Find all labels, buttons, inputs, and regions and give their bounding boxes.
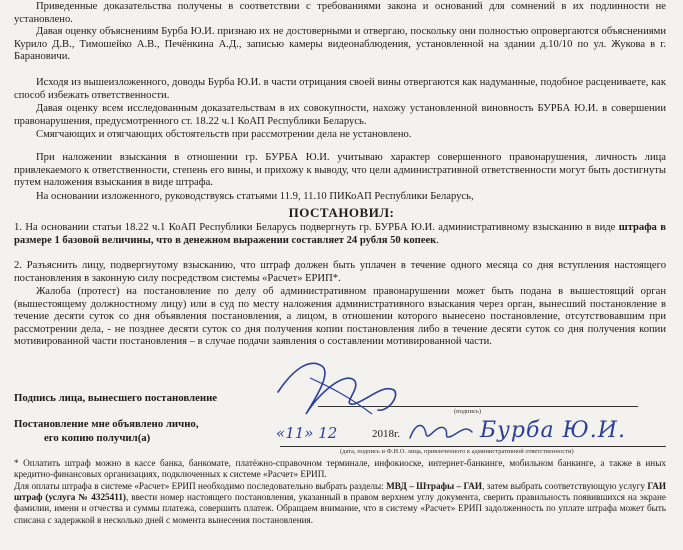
acknowledgement-label: Постановление мне объявлено лично, (14, 418, 199, 430)
item-2-text: Разъяснить лицу, подвергнутому взысканию, что штраф должен быть уплачен в течение одного месяца со дня вступления настоящего постановления в законную силу посредством системы «Расчет» ЕРИП*. (14, 260, 666, 284)
footnote-erip-path: МВД – Штрафы – ГАИ (386, 481, 483, 491)
signature-caption-recipient: (дата, подпись и Ф.И.О. лица, привлеченного к административной ответственности) (340, 448, 574, 455)
paragraph-explanations: Давая оценку объяснениям Бурба Ю.И. признаю их не достоверными и отвергаю, поскольку они полностью опровергаются объяснениями Курило Д.В., Тимошейко А.В., Печёнкина А.Д., записью камеры видеонаблюдения, установленной на здании д.10/10 по ул. Жукова в г. Барановичи. (14, 26, 666, 63)
item-1-number: 1. (14, 222, 22, 233)
date-suffix: г. (394, 428, 401, 440)
official-signature-icon (270, 352, 410, 424)
item-2-number: 2. (14, 260, 22, 271)
footnote-erip-instructions (14, 481, 666, 526)
date-year: 2018 (372, 428, 394, 440)
date-day: 11 (285, 424, 305, 442)
signature-line-recipient (280, 446, 666, 447)
decision-item-2 (14, 260, 666, 285)
paragraph-legal-basis: На основании изложенного, руководствуясь статьями 11.9, 11.10 ПИКоАП Республики Беларусь, (36, 191, 474, 202)
footnote-erip-service: ГАИ штраф (услуга № 4325411) (14, 481, 666, 503)
footnote-payment-methods: * Оплатить штраф можно в кассе банка, банкомате, платёжно-справочном терминале, инфокиоске, интернет-банкинге, мобильном банкинге, а также в иных кредитно-финансовых организациях, подключенных к системе «Расчет» ЕРИП. (14, 458, 666, 480)
paragraph-penalty-reasoning: При наложении взыскания в отношении гр. БУРБА Ю.И. учитываю характер совершенного правонарушения, личность лица привлекаемого к ответственности, степень его вины, и прихожу к выводу, что цели административной ответственности могут быть достигнуты путем наложения взыскания в виде штрафа. (14, 152, 666, 189)
item-1-end: . (436, 234, 439, 246)
decision-item-1 (14, 222, 666, 247)
decision-heading: ПОСТАНОВИЛ: (288, 205, 395, 220)
signature-caption-official: (подпись) (454, 408, 481, 415)
item-1-fine: штрафа в размере 1 базовой величины, что в денежном выражении составляет 24 рубля 50 копеек (14, 222, 666, 246)
date-month: 12 (318, 424, 338, 442)
date-year-printed (372, 428, 400, 440)
handwritten-date: «11» 12 (276, 424, 338, 442)
paragraph-circumstances: Смягчающих и отягчающих обстоятельств при рассмотрении дела не установлено. (36, 129, 412, 140)
acknowledgement-label-2: его копию получил(а) (44, 432, 151, 444)
footnote-erip-text-3: , ввести номер настоящего постановления, указанный в правом верхнем углу документа, сверить правильность появившихся на экране фамилии, имени и отчества и суммы платежа, совершить платеж. Обращаем внимание, что в систему «Расчет» ЕРИП задолженность по уплате штрафа может быть списана с задержкой в несколько дней с момента вынесения постановления. (14, 492, 666, 525)
paragraph-arguments: Исходя из вышеизложенного, доводы Бурба Ю.И. в части отрицания своей вины отвергаются как надуманные, подобное расцениваете, как способ избежать ответственности. (14, 77, 666, 101)
paragraph-appeal: Жалоба (протест) на постановление по делу об административном правонарушении может быть подана в вышестоящий орган (вышестоящему должностному лицу) или в суд по месту наложения административного взыскания через орган, вынесший постановление в течение десяти суток со дня объявления постановления, а лицом, в отношении которого вынесено постановление, отсутствовавшим при рассмотрении дела, - не позднее десяти суток со дня получения копии постановления либо в течение десяти суток со дня получения копии мотивированной части постановления – в случае подачи заявления о составлении мотивированной части. (14, 286, 666, 348)
item-1-text: На основании статьи 18.22 ч.1 КоАП Республики Беларусь подвергнуть гр. БУРБА Ю.И. административному взысканию в виде (25, 222, 619, 233)
paragraph-guilt: Давая оценку всем исследованным доказательствам в их совокупности, нахожу установленной виновность БУРБА Ю.И. в совершении правонарушения, предусмотренного ст. 18.22 ч.1 КоАП Республики Беларусь. (14, 103, 666, 127)
handwritten-name: Бурба Ю.И. (480, 418, 626, 443)
recipient-signature-icon (406, 418, 476, 446)
footnote-erip-text-2: , затем выбрать соответствующую услугу (482, 481, 648, 491)
paragraph-evidence: Приведенные доказательства получены в соответствии с требованиями закона и оснований для сомнений в их подлинности не установлено. (14, 1, 666, 25)
signature-label-official: Подпись лица, вынесшего постановление (14, 392, 218, 404)
footnote-erip-text-1: Для оплаты штрафа в системе «Расчет» ЕРИП необходимо последовательно выбрать разделы: (14, 481, 387, 491)
